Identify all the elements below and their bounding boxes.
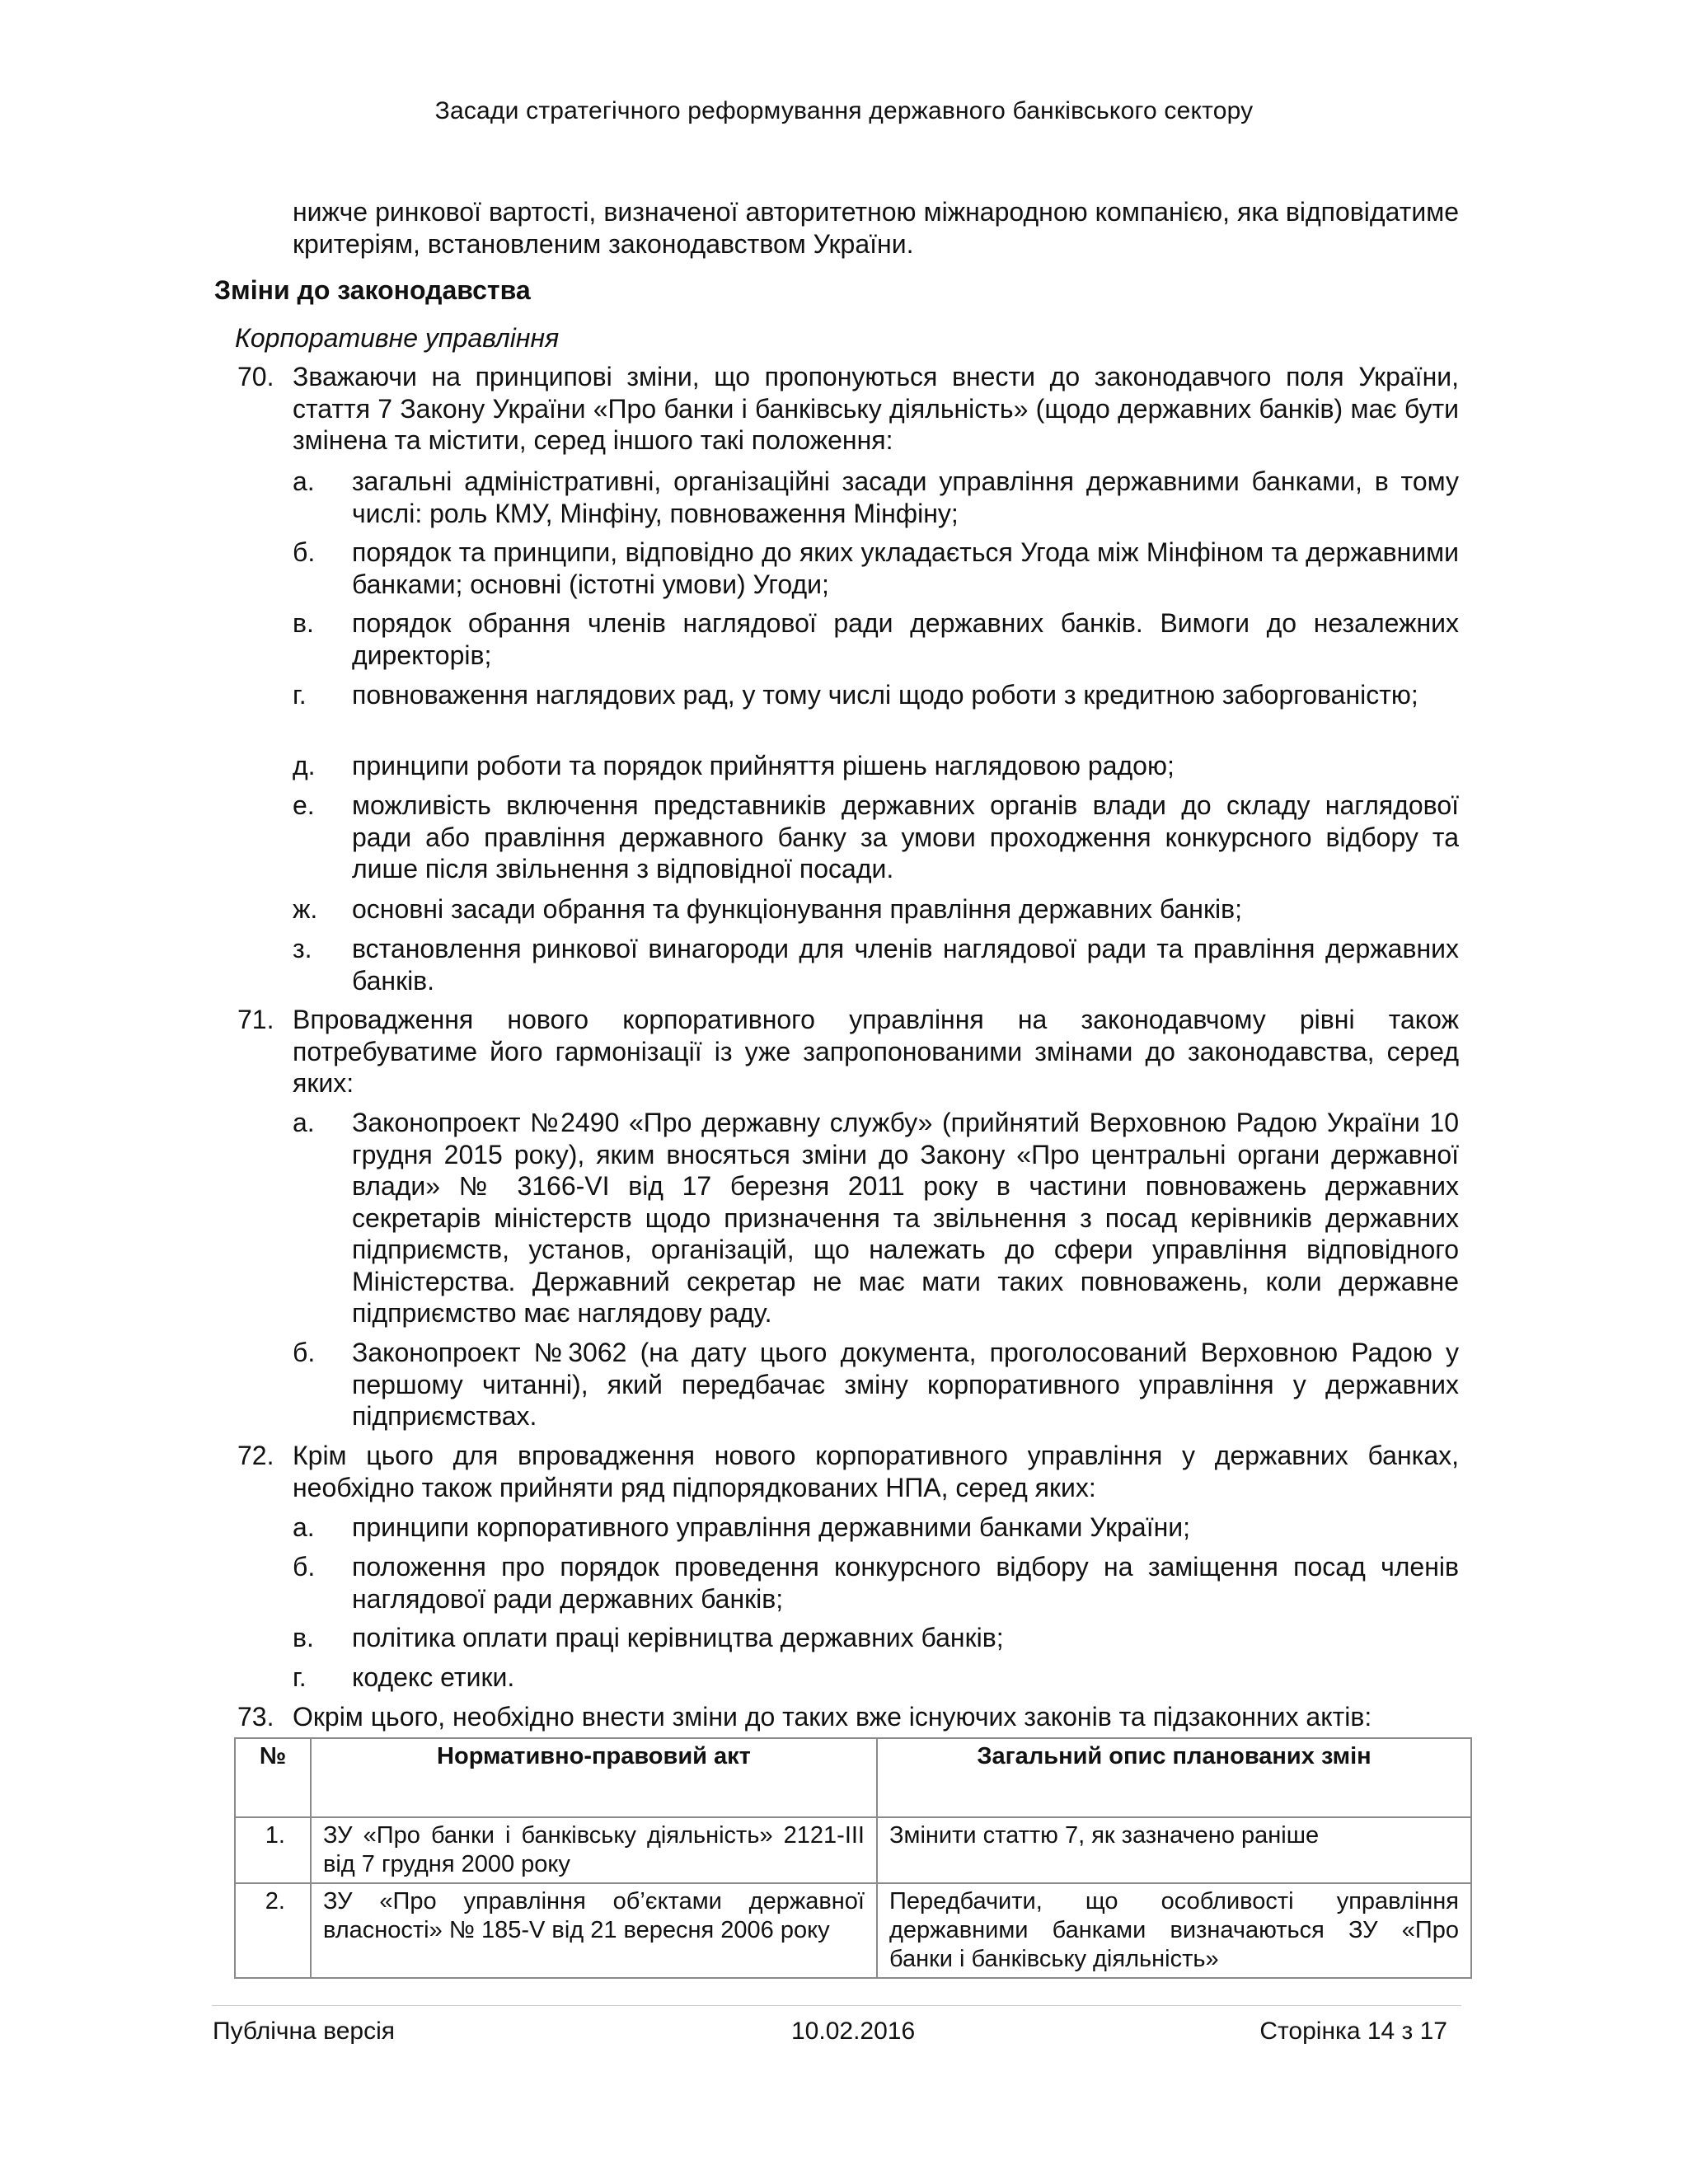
list-item-letter: д. <box>293 751 316 780</box>
list-item-text: можливість включення представників державних органів влади до складу наглядової ради або правління державного банку за умови проходження конкурсного відбору та лише після звільнення з відповідної посади. <box>352 790 1459 883</box>
row-act: ЗУ «Про банки і банківську діяльність» 2121-III від 7 грудня 2000 року <box>311 1817 877 1883</box>
table-row <box>235 1883 1471 1978</box>
list-item-text: кодекс етики. <box>352 1662 515 1692</box>
list-item-text: Законопроект №3062 (на дату цього документа, проголосований Верховною Радою у першому читанні), який передбачає зміну корпоративного управління у державних підприємствах. <box>352 1338 1459 1431</box>
paragraph-number: 70. <box>237 362 274 391</box>
list-item-letter: з. <box>293 934 312 963</box>
footer-divider <box>212 2005 1461 2006</box>
list-item-letter: а. <box>293 1108 315 1137</box>
list-item-text: порядок та принципи, відповідно до яких укладається Угода між Мінфіном та державними банками; основні (істотні умови) Угоди; <box>352 537 1459 599</box>
list-item-letter: в. <box>293 1623 314 1652</box>
list-item-text: політика оплати праці керівництва державних банків; <box>352 1623 1004 1652</box>
list-item-text: встановлення ринкової винагороди для членів наглядової ради та правління державних банків. <box>352 934 1459 996</box>
list-item-text: Законопроект №2490 «Про державну службу» (прийнятий Верховною Радою України 10 грудня 2015 року), яким вносяться зміни до Закону «Про центральні органи державної влади» № 3166-VI від 17 березня 2011 року в частини повноважень державних секретарів міністерств щодо призначення та звільнення з посад керівників державних підприємств, установ, організацій, що належать до сфери управління відповідного Міністерства. Державний секретар не має мати таких повноважень, коли державне підприємство має наглядову раду. <box>352 1108 1459 1328</box>
footer-date: 10.02.2016 <box>791 2018 916 2045</box>
column-header-act: Нормативно-правовий акт <box>311 1738 877 1817</box>
legal-acts-table <box>234 1737 1472 1979</box>
continuation-paragraph: нижче ринкової вартості, визначеної авторитетною міжнародною компанією, яка відповідатиме критеріям, встановленим законодавством України. <box>293 197 1459 259</box>
document-header-title: Засади стратегічного реформування державного банківського сектору <box>434 97 1254 124</box>
list-item-text: порядок обрання членів наглядової ради державних банків. Вимоги до незалежних директорів; <box>352 608 1459 670</box>
subsection-title: Корпоративне управління <box>235 323 560 353</box>
table-row <box>235 1817 1471 1883</box>
list-item-letter: а. <box>293 1512 315 1542</box>
paragraph-number: 71. <box>237 1005 274 1034</box>
list-item-text: принципи корпоративного управління державними банками України; <box>352 1512 1191 1542</box>
paragraph-text: Крім цього для впровадження нового корпоративного управління у державних банках, необхідно також прийняти ряд підпорядкованих НПА, серед яких: <box>293 1441 1459 1502</box>
paragraph-text: Впровадження нового корпоративного управління на законодавчому рівні також потребуватиме його гармонізації із уже запропонованими змінами до законодавства, серед яких: <box>293 1005 1459 1098</box>
paragraph-text: Окрім цього, необхідно внести зміни до таких вже існуючих законів та підзаконних актів: <box>293 1702 1372 1732</box>
list-item-text: основні засади обрання та функціонування правління державних банків; <box>352 894 1242 924</box>
list-item-letter: б. <box>293 537 316 567</box>
footer-version: Публічна версія <box>213 2018 396 2045</box>
row-number: 2. <box>235 1883 311 1978</box>
row-number: 1. <box>235 1817 311 1883</box>
table-header-row <box>235 1738 1471 1817</box>
list-item-text: принципи роботи та порядок прийняття рішень наглядовою радою; <box>352 751 1175 780</box>
list-item-letter: в. <box>293 608 314 638</box>
list-item-text: повноваження наглядових рад, у тому числі щодо роботи з кредитною заборгованістю; <box>352 680 1418 710</box>
column-header-description: Загальний опис планованих змін <box>877 1738 1471 1817</box>
list-item-text: положення про порядок проведення конкурсного відбору на заміщення посад членів наглядової ради державних банків; <box>352 1552 1459 1614</box>
paragraph-text: Зважаючи на принципові зміни, що пропонуються внести до законодавчого поля України, стаття 7 Закону України «Про банки і банківську діяльність» (щодо державних банків) має бути змінена та містити, серед іншого такі положення: <box>293 362 1459 455</box>
list-item-letter: а. <box>293 466 315 496</box>
column-header-number: № <box>235 1738 311 1817</box>
list-item-letter: е. <box>293 790 315 820</box>
row-description: Передбачити, що особливості управління державними банками визначаються ЗУ «Про банки і банківську діяльність» <box>877 1883 1471 1978</box>
list-item-letter: г. <box>293 1662 307 1692</box>
list-item-text: загальні адміністративні, організаційні засади управління державними банками, в тому числі: роль КМУ, Мінфіну, повноваження Мінфіну; <box>352 466 1459 528</box>
list-item-letter: б. <box>293 1338 316 1367</box>
paragraph-70 <box>0 361 1688 455</box>
paragraph-number: 72. <box>237 1441 274 1470</box>
footer-page-number: Сторінка 14 з 17 <box>1259 2018 1447 2045</box>
list-item-letter: б. <box>293 1552 316 1582</box>
paragraph-number: 73. <box>237 1702 274 1732</box>
row-act: ЗУ «Про управління об’єктами державної власності» № 185-V від 21 вересня 2006 року <box>311 1883 877 1978</box>
list-item-letter: г. <box>293 680 307 710</box>
list-item-letter: ж. <box>293 894 318 924</box>
row-description: Змінити статтю 7, як зазначено раніше <box>877 1817 1471 1883</box>
section-title: Зміни до законодавства <box>214 275 531 305</box>
